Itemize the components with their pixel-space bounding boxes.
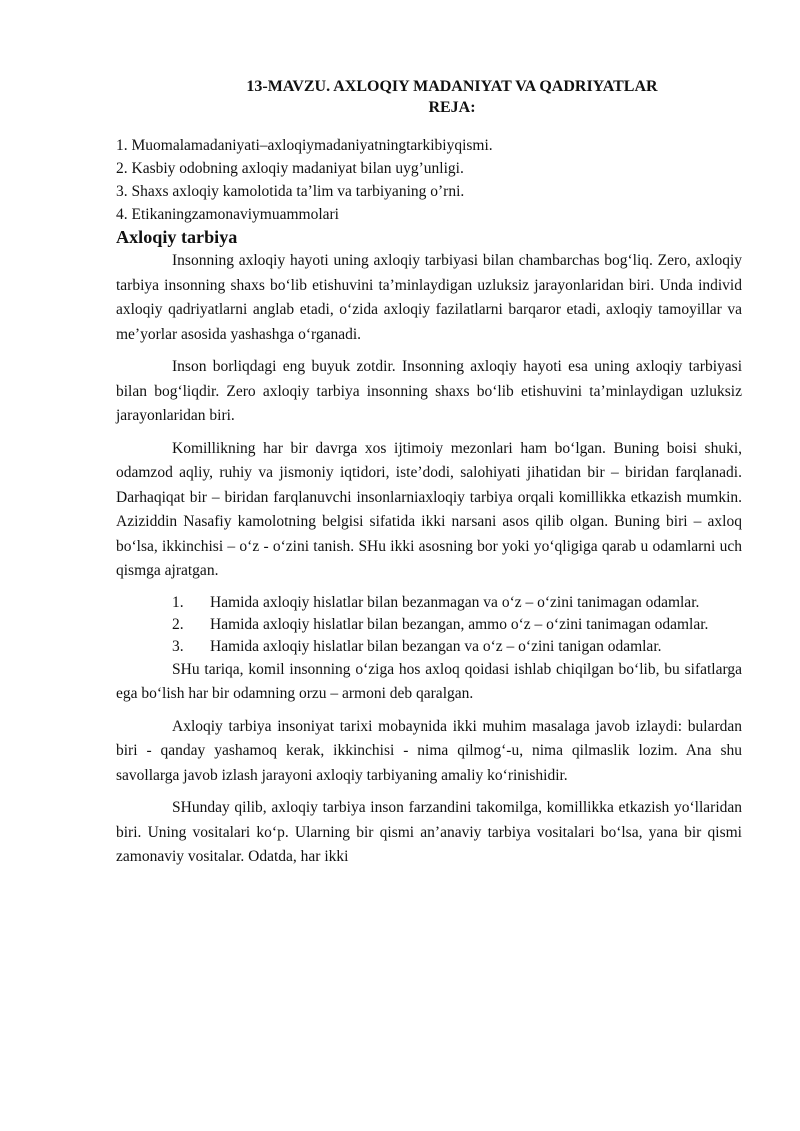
numbered-item-number: 1. [172, 593, 184, 611]
plan-heading: REJA: [428, 99, 476, 116]
numbered-item [116, 614, 742, 636]
plan-item: 1. Muomalamadaniyati–axloqiymadaniyatningtarkibiyqismi. [116, 137, 493, 154]
plan-item: 4. Etikaningzamonaviymuammolari [116, 206, 339, 223]
paragraph: SHu tariqa, komil insonning o‘ziga hos axloq qoidasi ishlab chiqilgan bo‘lib, bu sifatlarga ega bo‘lish har bir odamning orzu – armoni deb qaralgan. [116, 660, 742, 702]
plan-item: 2. Kasbiy odobning axloqiy madaniyat bilan uyg’unligi. [116, 160, 464, 177]
paragraph: Insonning axloqiy hayoti uning axloqiy tarbiyasi bilan chambarchas bog‘liq. Zero, axloqiy tarbiya insonning shaxs bo‘lib etishuvini ta’minlaydigan uzluksiz jarayonlaridan biri. Unda individ axloqiy qadriyatlarni anglab etadi, o‘zida axloqiy fazilatlarni barqaror etadi, axloqiy tamoyillar va me’yorlar asosida yashashga o‘rganadi. [116, 252, 742, 343]
numbered-item-text: Hamida axloqiy hislatlar bilan bezangan, ammo o‘z – o‘zini tanimagan odamlar. [210, 615, 709, 633]
paragraph: Axloqiy tarbiya insoniyat tarixi mobaynida ikki muhim masalaga javob izlaydi: bulardan biri - qanday yashamoq kerak, ikkinchisi - nima qilmog‘-u, nima qilmaslik lozim. Ana shu savollarga javob izlash jarayoni axloqiy tarbiyaning amaliy ko‘rinishidir. [116, 717, 742, 784]
paragraph: Inson borliqdagi eng buyuk zotdir. Insonning axloqiy hayoti esa uning axloqiy tarbiyasi bilan bog‘liqdir. Zero axloqiy tarbiya insonning shaxs bo‘lib etishuvini ta’minlaydigan uzluksiz jarayonlaridan biri. [116, 358, 742, 424]
numbered-item [116, 592, 742, 614]
section-heading: Axloqiy tarbiya [116, 227, 238, 247]
numbered-item-number: 2. [172, 615, 184, 633]
paragraph: Komillikning har bir davrga xos ijtimoiy mezonlari ham bo‘lgan. Buning boisi shuki, odamzod aqliy, ruhiy va jismoniy iqtidori, iste’dodi, salohiyati jihatidan bir – biridan farqlanadi. Darhaqiqat bir – biridan farqlanuvchi insonlarniaxloqiy tarbiya orqali komillikka etkazish mumkin. Aziziddin Nasafiy kamolotning belgisi sifatida ikki narsani asos qilib olgan. Buning biri – axloq bo‘lsa, ikkinchisi – o‘z - o‘zini tanish. SHu ikki asosning bor yoki yo‘qligiga qarab u odamlarni uch qismga ajratgan. [116, 439, 742, 579]
plan-list [116, 134, 742, 226]
document-title: 13-MAVZU. AXLOQIY MADANIYAT VA QADRIYATLAR [246, 78, 658, 95]
document-page [116, 76, 742, 870]
paragraph: SHunday qilib, axloqiy tarbiya inson farzandini takomilga, komillikka etkazish yo‘llaridan biri. Uning vositalari ko‘p. Ularning bir qismi an’anaviy tarbiya vositalari bo‘lsa, yana bir qismi zamonaviy vositalar. Odatda, har ikki [116, 799, 742, 865]
numbered-item [116, 636, 742, 658]
plan-item: 3. Shaxs axloqiy kamolotida ta’lim va tarbiyaning o’rni. [116, 183, 465, 200]
numbered-item-text: Hamida axloqiy hislatlar bilan bezangan va o‘z – o‘zini tanigan odamlar. [210, 637, 662, 655]
numbered-item-text: Hamida axloqiy hislatlar bilan bezanmagan va o‘z – o‘zini tanimagan odamlar. [210, 593, 700, 611]
numbered-item-number: 3. [172, 637, 184, 655]
